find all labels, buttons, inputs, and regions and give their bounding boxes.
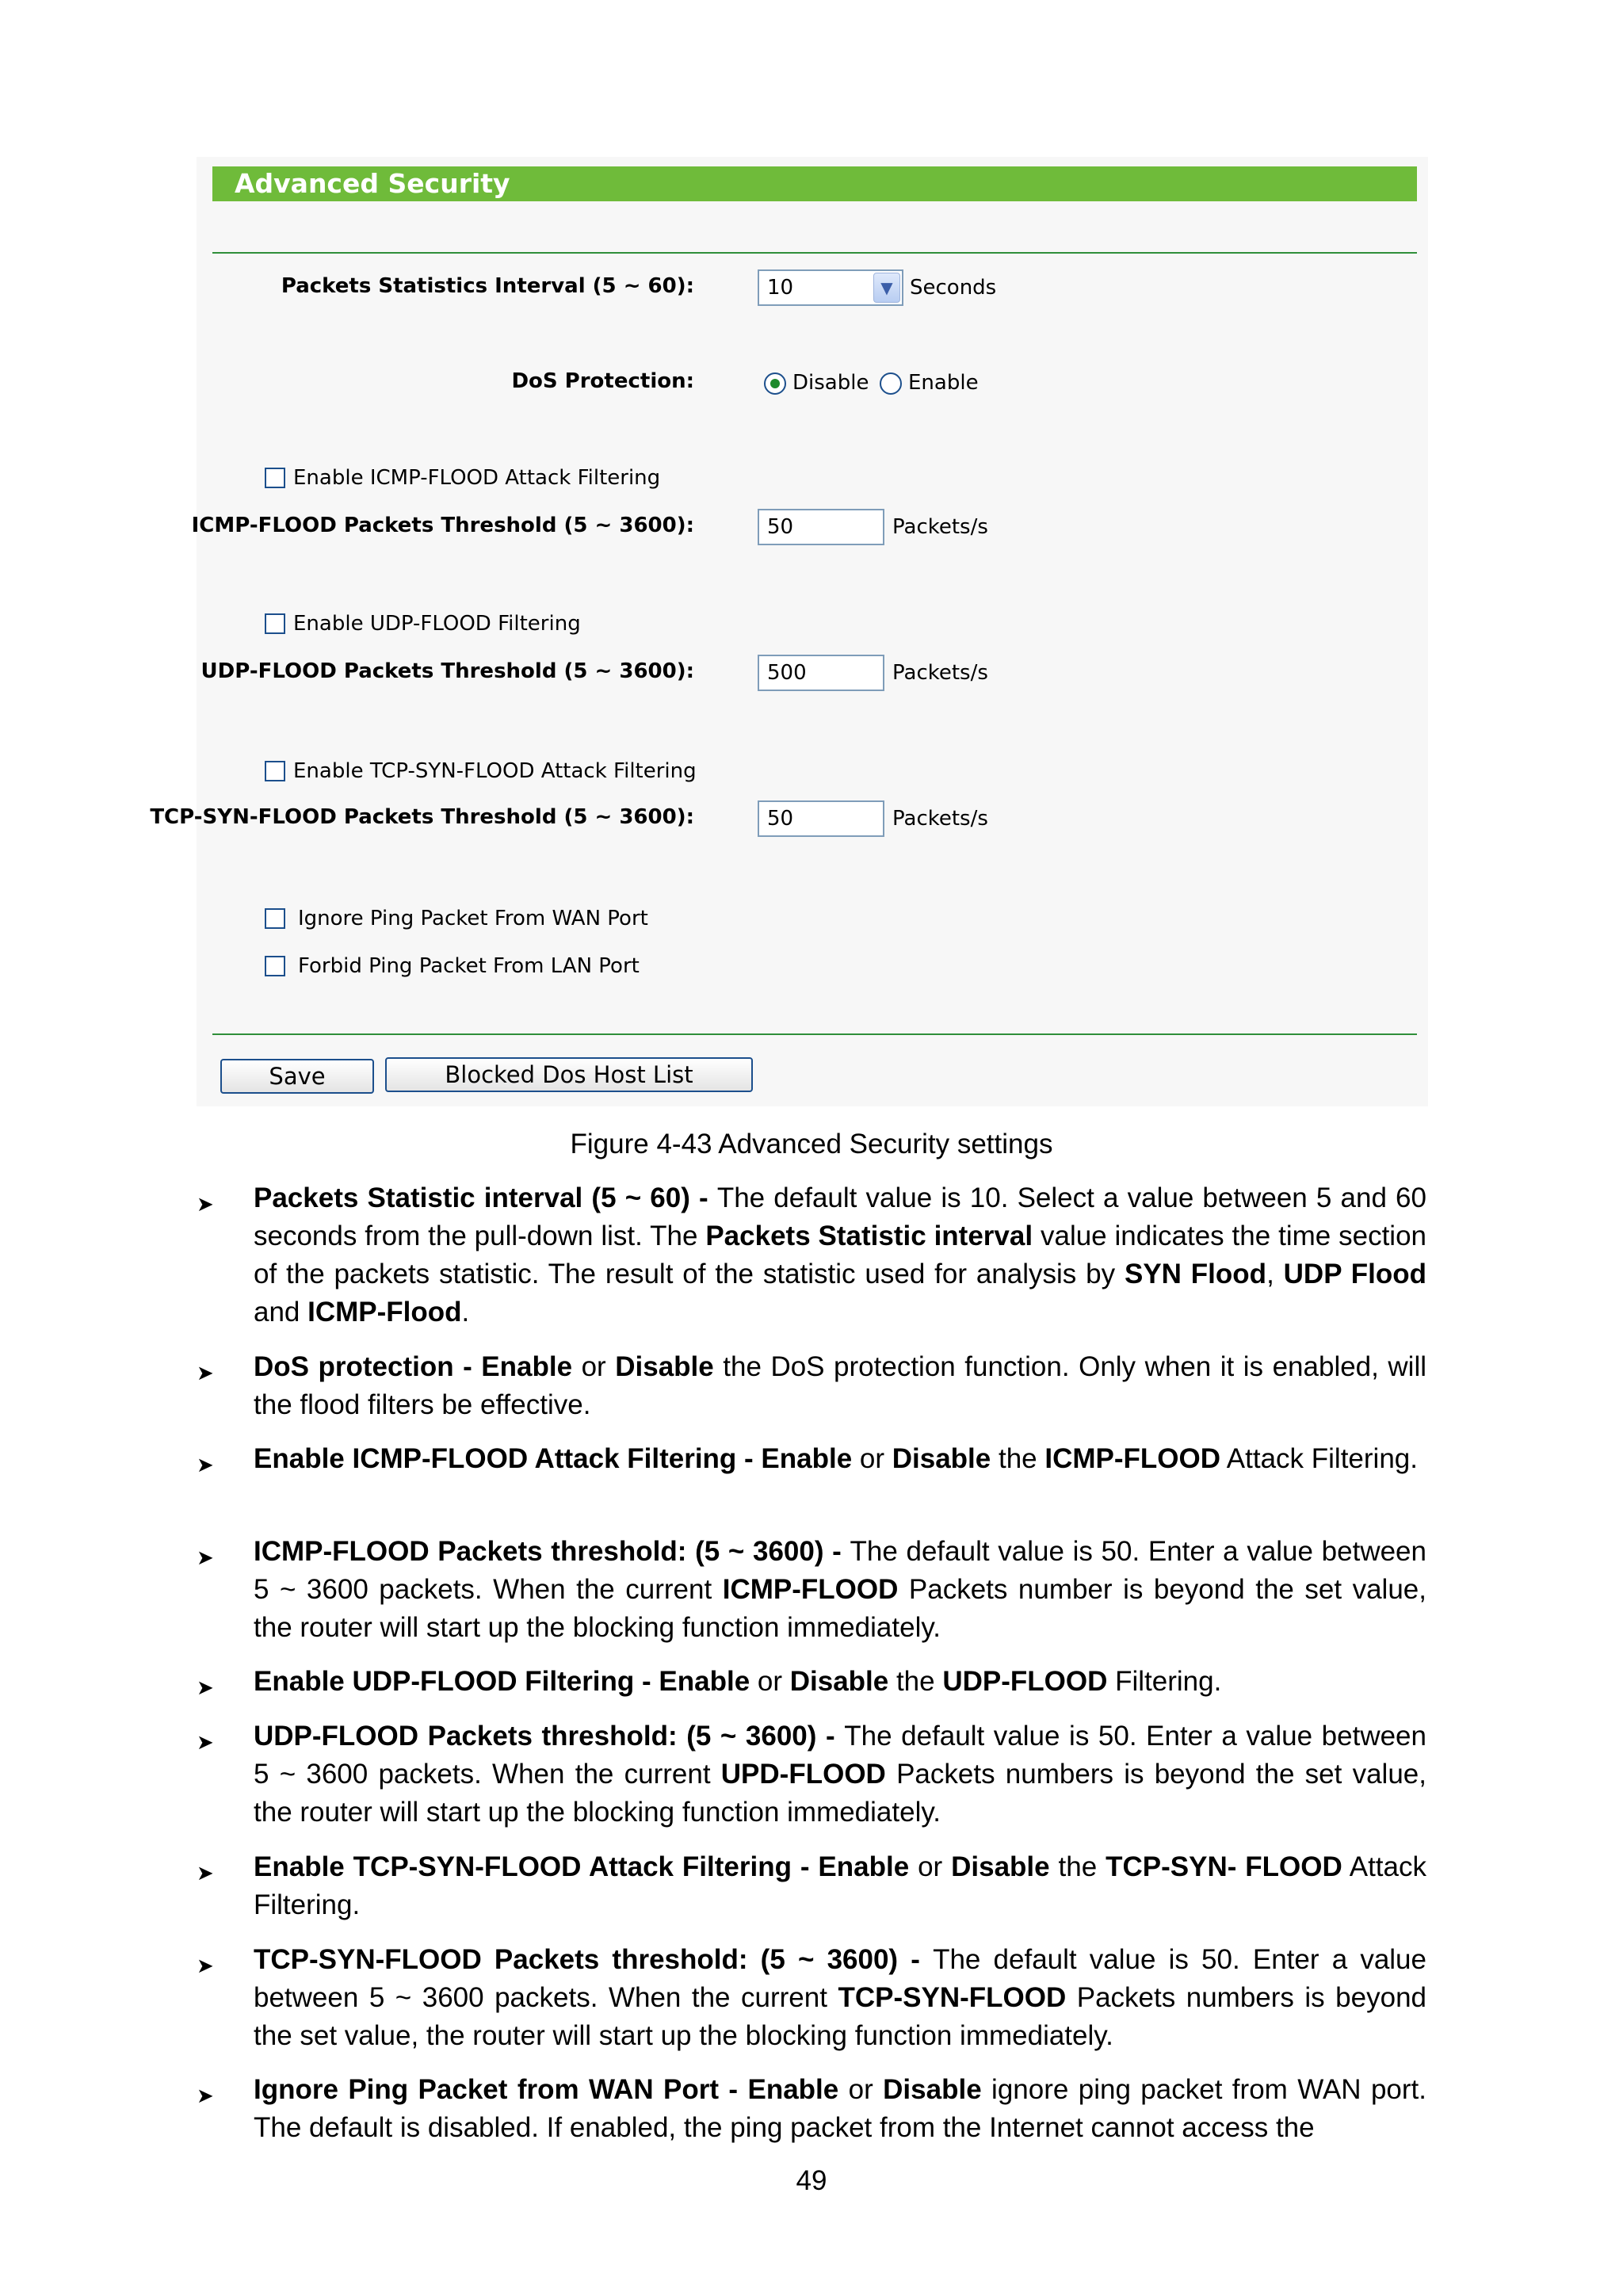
tcp-filter-checkbox[interactable] <box>265 761 285 781</box>
udp-filter-checkbox[interactable] <box>265 613 285 634</box>
top-divider <box>212 252 1417 254</box>
bold-text: UDP-FLOOD <box>942 1666 1108 1697</box>
arrow-bullet-icon: ➤ <box>197 1454 214 1477</box>
bold-text: Packets Statistic interval <box>705 1221 1033 1251</box>
body-text: the <box>1049 1851 1106 1882</box>
body-text: the <box>888 1666 943 1697</box>
ping-wan-checkbox[interactable] <box>265 908 285 929</box>
packets-interval-select[interactable] <box>758 269 903 306</box>
icmp-filter-checkbox[interactable] <box>265 468 285 488</box>
body-text: The default value is 50. Enter a value between 5 ~ 3600 packets. When the current <box>254 1536 1426 1605</box>
tcp-threshold-unit: Packets/s <box>892 807 988 831</box>
dos-disable-label: Disable <box>792 371 869 395</box>
bold-text: Disable <box>789 1666 889 1697</box>
arrow-bullet-icon: ➤ <box>197 1362 214 1385</box>
list-item <box>254 1941 1426 2055</box>
tcp-threshold-input[interactable]: 50 <box>758 800 884 837</box>
ping-lan-label: Forbid Ping Packet From LAN Port <box>298 954 640 978</box>
bold-text: ICMP-FLOOD <box>722 1574 899 1605</box>
bold-text: TCP-SYN-FLOOD Packets threshold: (5 ~ 3600) - <box>254 1944 934 1975</box>
body-text: . <box>461 1297 470 1328</box>
body-text: or <box>909 1851 952 1882</box>
dos-enable-radio[interactable] <box>880 372 902 395</box>
arrow-bullet-icon: ➤ <box>197 1546 214 1570</box>
udp-threshold-label: UDP-FLOOD Packets Threshold (5 ~ 3600): <box>200 659 694 683</box>
arrow-bullet-icon: ➤ <box>197 1954 214 1978</box>
body-text: Filtering. <box>1107 1666 1222 1697</box>
arrow-bullet-icon: ➤ <box>197 1193 214 1217</box>
packets-interval-unit: Seconds <box>910 276 997 300</box>
bold-text: Ignore Ping Packet from WAN Port - Enable <box>254 2074 839 2105</box>
bold-text: UDP-FLOOD Packets threshold: (5 ~ 3600) - <box>254 1721 845 1752</box>
list-item <box>254 1348 1426 1424</box>
body-text: ignore ping packet from WAN port. The default is disabled. If enabled, the ping packet from the Internet cannot access the <box>254 2074 1426 2143</box>
chevron-down-icon[interactable]: ▼ <box>873 273 900 303</box>
udp-filter-label: Enable UDP-FLOOD Filtering <box>293 612 581 636</box>
body-text: , <box>1266 1259 1284 1289</box>
dos-protection-label: DoS Protection: <box>511 369 694 393</box>
icmp-filter-label: Enable ICMP-FLOOD Attack Filtering <box>293 466 661 490</box>
arrow-bullet-icon: ➤ <box>197 2084 214 2108</box>
body-text: The default value is 50. Enter a value between 5 ~ 3600 packets. When the current <box>254 1944 1426 2013</box>
body-text: Packets number is beyond the set value, the router will start up the blocking function immediately. <box>254 1574 1426 1643</box>
list-item <box>254 1848 1426 1924</box>
dos-enable-label: Enable <box>908 371 979 395</box>
arrow-bullet-icon: ➤ <box>197 1862 214 1885</box>
body-text: Attack Filtering. <box>1220 1443 1418 1474</box>
blocked-dos-host-list-button[interactable]: Blocked Dos Host List <box>385 1057 753 1092</box>
bold-text: UDP Flood <box>1283 1259 1427 1289</box>
panel-header: Advanced Security <box>212 166 1417 201</box>
bottom-divider <box>212 1033 1417 1035</box>
body-text: or <box>572 1351 616 1382</box>
advanced-security-panel <box>150 157 1428 1106</box>
bold-text: Disable <box>951 1851 1050 1882</box>
list-item <box>254 1717 1426 1832</box>
save-button[interactable]: Save <box>220 1059 374 1094</box>
body-text: the DoS protection function. Only when it is enabled, will the flood filters be effective. <box>254 1351 1426 1420</box>
body-text: value indicates the time section of the packets statistic. The result of the statistic used for analysis by <box>254 1221 1427 1289</box>
body-text: The default value is 50. Enter a value between 5 ~ 3600 packets. When the current <box>254 1721 1426 1790</box>
list-item <box>254 2071 1426 2147</box>
icmp-threshold-label: ICMP-FLOOD Packets Threshold (5 ~ 3600): <box>191 514 694 537</box>
bold-text: TCP-SYN-FLOOD <box>838 1982 1067 2013</box>
list-item <box>254 1663 1426 1701</box>
bold-text: UPD-FLOOD <box>720 1759 886 1790</box>
tcp-threshold-label: TCP-SYN-FLOOD Packets Threshold (5 ~ 3600): <box>150 805 694 829</box>
body-text: Packets numbers is beyond the set value, the router will start up the blocking function immediately. <box>254 1759 1426 1828</box>
packets-interval-value: 10 <box>767 276 794 300</box>
arrow-bullet-icon: ➤ <box>197 1731 214 1755</box>
bold-text: TCP-SYN- FLOOD <box>1106 1851 1342 1882</box>
list-item <box>254 1533 1426 1647</box>
bold-text: Enable UDP-FLOOD Filtering - Enable <box>254 1666 750 1697</box>
body-text: Attack Filtering. <box>254 1851 1426 1920</box>
bold-text: Packets Statistic interval (5 ~ 60) - <box>254 1182 717 1213</box>
figure-caption: Figure 4-43 Advanced Security settings <box>570 1129 1053 1159</box>
bold-text: Disable <box>883 2074 982 2105</box>
dos-disable-radio[interactable] <box>764 372 786 395</box>
bold-text: SYN Flood <box>1124 1259 1267 1289</box>
body-text: or <box>838 2074 884 2105</box>
arrow-bullet-icon: ➤ <box>197 1676 214 1700</box>
body-text: The default value is 10. Select a value between 5 and 60 seconds from the pull-down list. The <box>254 1182 1426 1251</box>
udp-threshold-input[interactable]: 500 <box>758 655 884 691</box>
bold-text: ICMP-FLOOD Packets threshold: (5 ~ 3600) - <box>254 1536 850 1567</box>
list-item <box>254 1440 1426 1478</box>
udp-threshold-unit: Packets/s <box>892 661 988 685</box>
icmp-threshold-input[interactable]: 50 <box>758 509 884 545</box>
ping-wan-label: Ignore Ping Packet From WAN Port <box>298 907 648 930</box>
tcp-filter-label: Enable TCP-SYN-FLOOD Attack Filtering <box>293 759 697 783</box>
body-text: and <box>254 1297 308 1328</box>
bold-text: ICMP-FLOOD <box>1044 1443 1220 1474</box>
bold-text: Enable ICMP-FLOOD Attack Filtering - Enable <box>254 1443 853 1474</box>
page-number: 49 <box>796 2165 827 2196</box>
body-text: or <box>852 1443 892 1474</box>
bold-text: DoS protection - Enable <box>254 1351 573 1382</box>
bold-text: Disable <box>615 1351 714 1382</box>
ping-lan-checkbox[interactable] <box>265 956 285 976</box>
body-text: or <box>750 1666 790 1697</box>
bold-text: Disable <box>892 1443 991 1474</box>
radio-selected-dot <box>770 379 780 388</box>
icmp-threshold-unit: Packets/s <box>892 515 988 539</box>
body-text: Packets numbers is beyond the set value, the router will start up the blocking function immediately. <box>254 1982 1427 2051</box>
bold-text: ICMP-Flood <box>307 1297 462 1328</box>
bold-text: Enable TCP-SYN-FLOOD Attack Filtering - Enable <box>254 1851 910 1882</box>
body-text: the <box>991 1443 1045 1474</box>
packets-interval-label: Packets Statistics Interval (5 ~ 60): <box>281 274 694 298</box>
list-item <box>254 1179 1426 1331</box>
